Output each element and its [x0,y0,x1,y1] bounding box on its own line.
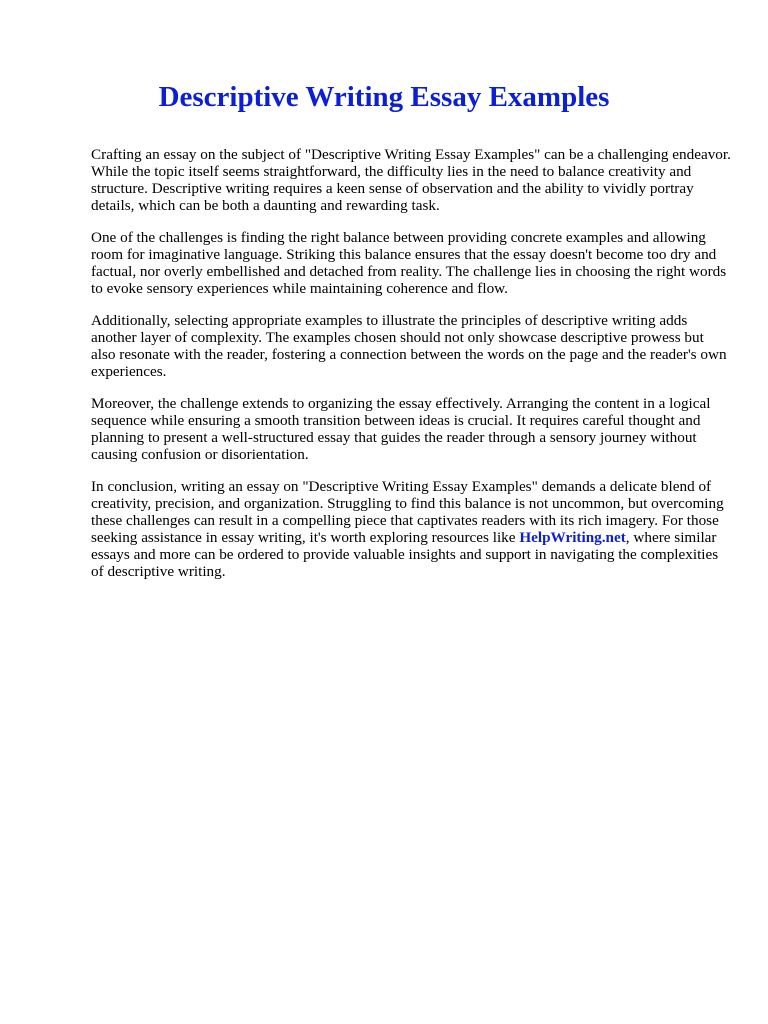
helpwriting-link[interactable]: HelpWriting.net [519,529,626,546]
paragraph-organization: Moreover, the challenge extends to organizing the essay effectively. Arranging the content in a logical sequence while ensuring a smooth transition between ideas is crucial. It requires careful thought and planning to present a well-structured essay that guides the reader through a sensory journey without causing confusion or disorientation. [91,395,711,463]
document-title: Descriptive Writing Essay Examples [158,81,610,113]
paragraph-conclusion [91,478,731,580]
document-body [91,146,731,595]
paragraph-intro: Crafting an essay on the subject of "Descriptive Writing Essay Examples" can be a challenging endeavor. While the topic itself seems straightforward, the difficulty lies in the need to balance creativity and structure. Descriptive writing requires a keen sense of observation and the ability to vividly portray details, which can be both a daunting and rewarding task. [91,146,731,214]
conclusion-text-before-link: In conclusion, writing an essay on "Descriptive Writing Essay Examples" demands a delicate blend of creativity, precision, and organization. Struggling to find this balance is not uncommon, but overcoming these challenges can result in a compelling piece that captivates readers with its rich imagery. For those seeking assistance in essay writing, it's worth exploring resources like [91,478,724,546]
paragraph-examples: Additionally, selecting appropriate examples to illustrate the principles of descriptive writing adds another layer of complexity. The examples chosen should not only showcase descriptive prowess but also resonate with the reader, fostering a connection between the words on the page and the reader's own experiences. [91,312,727,380]
conclusion-text-after-link: , where similar essays and more can be ordered to provide valuable insights and support in navigating the complexities of descriptive writing. [91,529,719,580]
paragraph-balance: One of the challenges is finding the right balance between providing concrete examples and allowing room for imaginative language. Striking this balance ensures that the essay doesn't become too dry and factual, nor overly embellished and detached from reality. The challenge lies in choosing the right words to evoke sensory experiences while maintaining coherence and flow. [91,229,727,297]
